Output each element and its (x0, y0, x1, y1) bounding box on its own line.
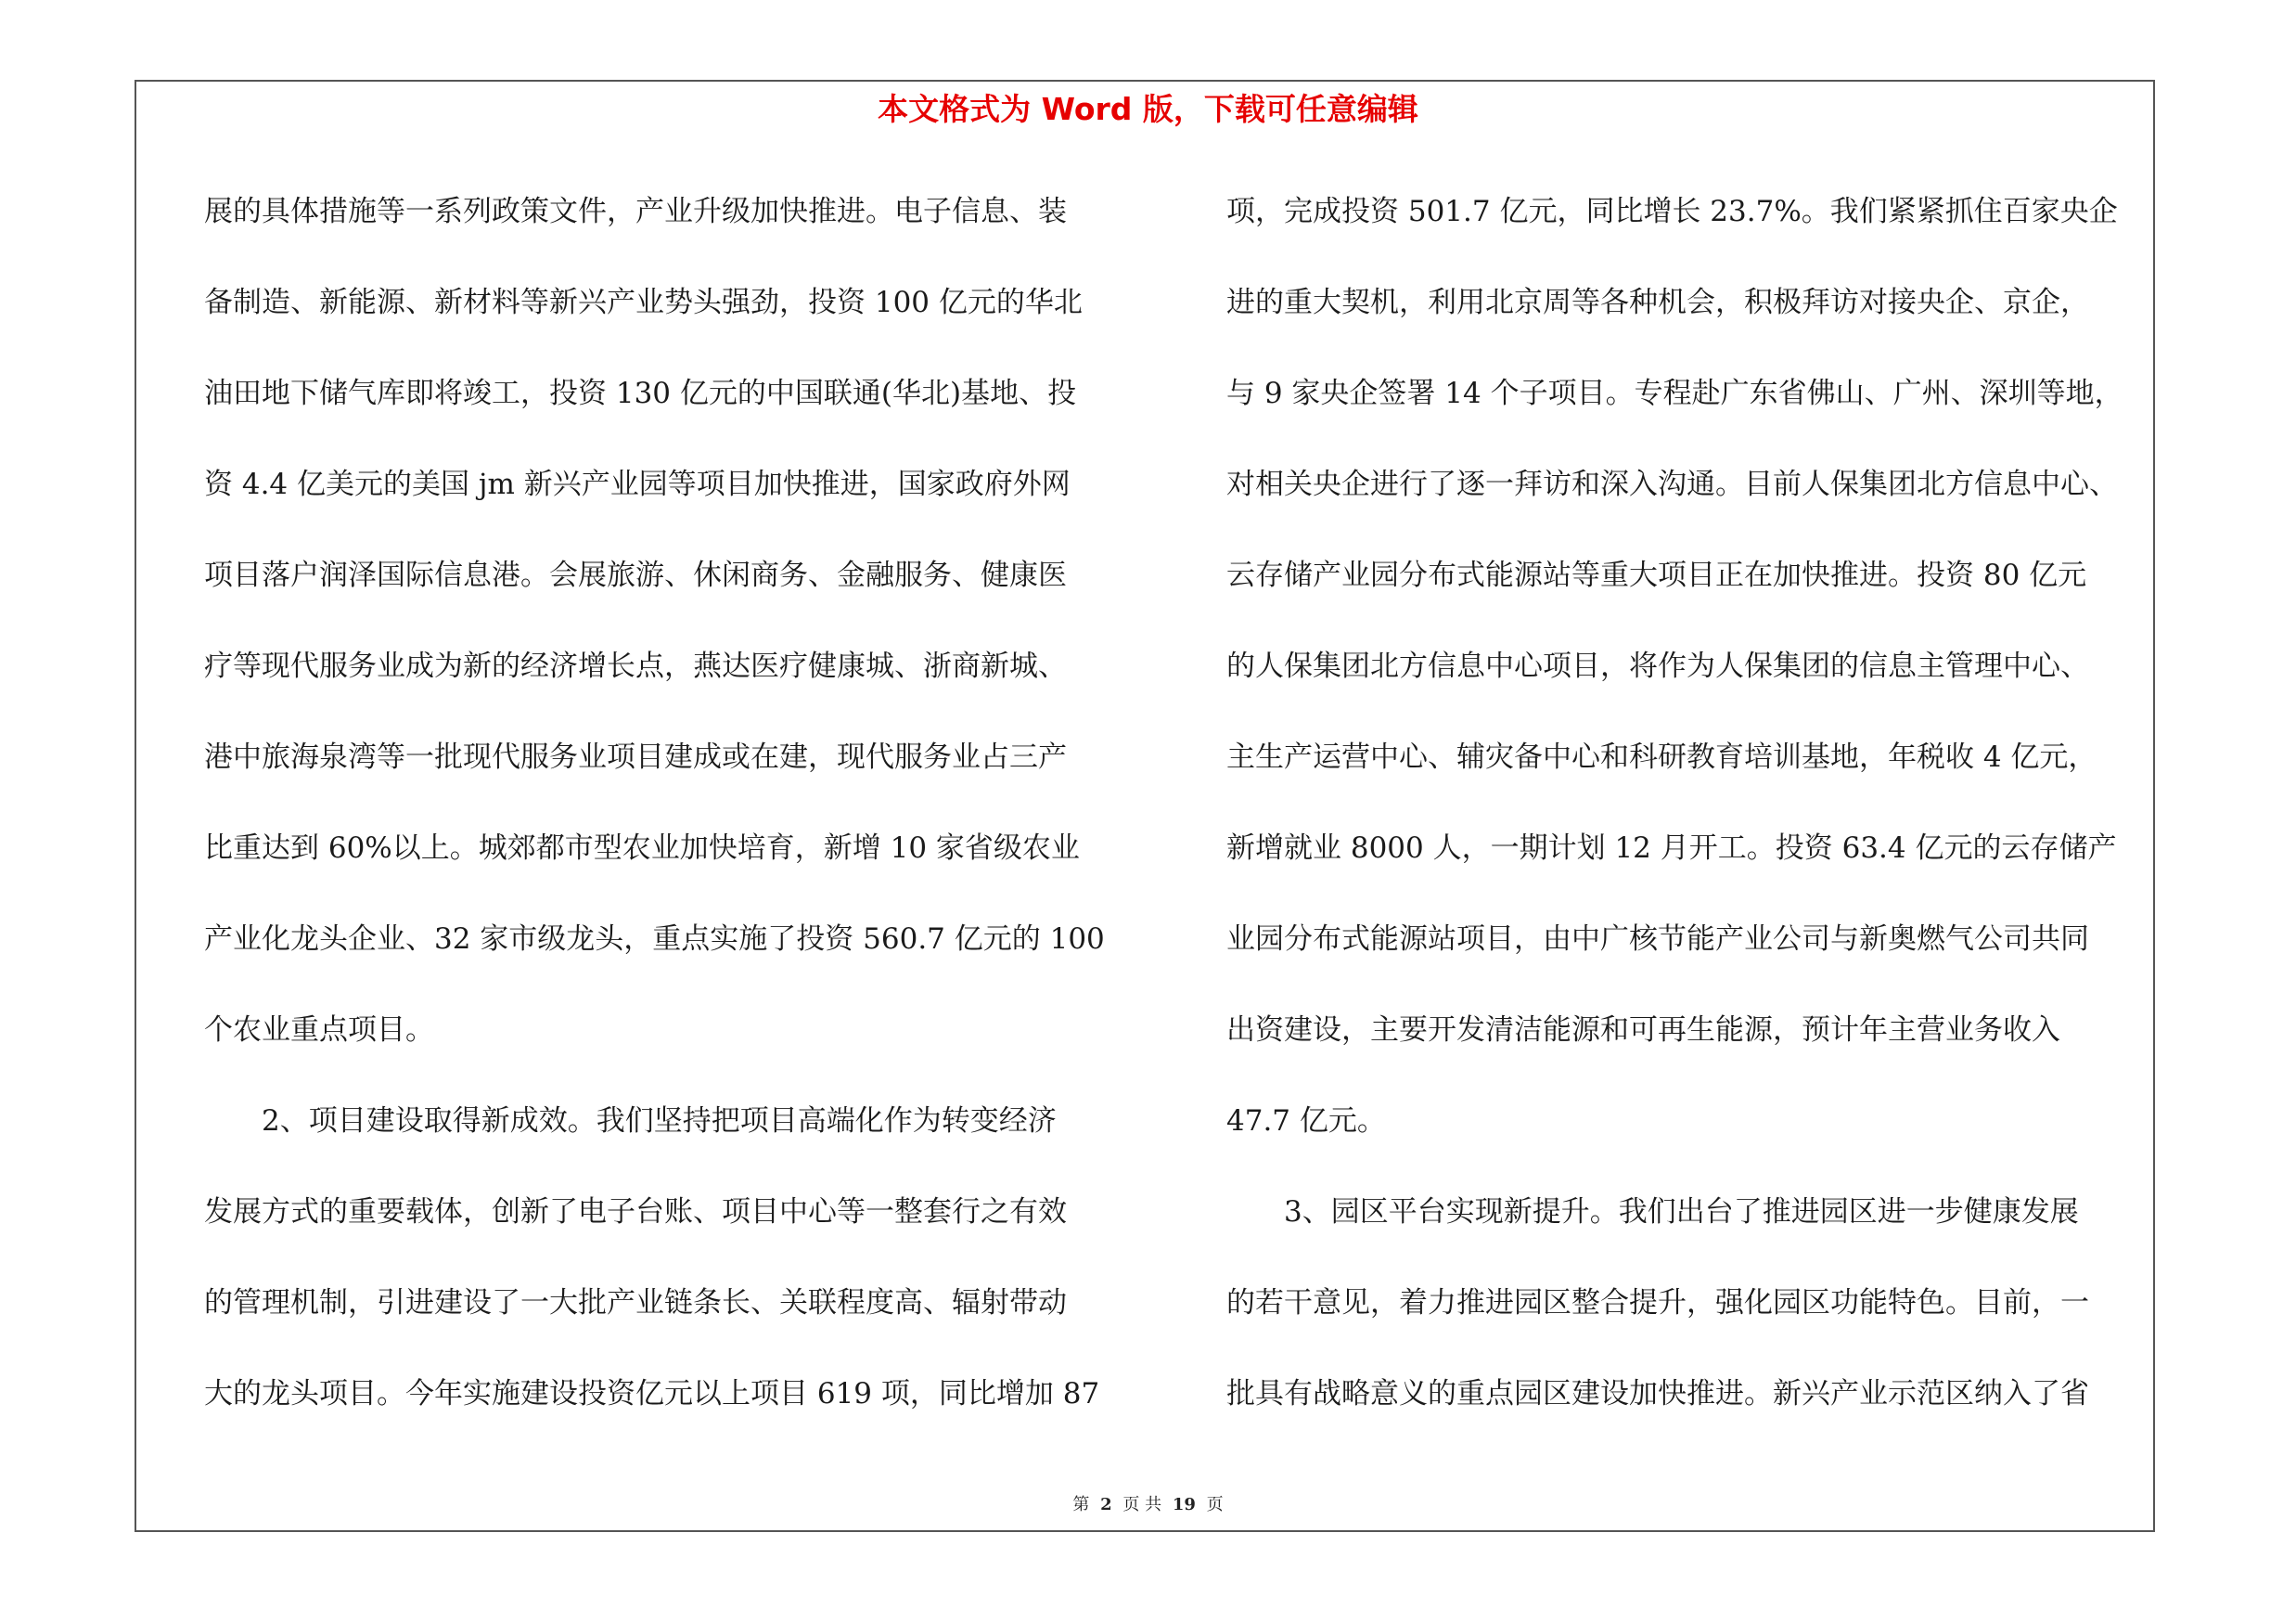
text-line: 比重达到 60%以上。城郊都市型农业加快培育，新增 10 家省级农业 (204, 831, 1080, 865)
paragraph-start-line: 3、园区平台实现新提升。我们出台了推进园区进一步健康发展 (1284, 1195, 2079, 1229)
text-line: 油田地下储气库即将竣工，投资 130 亿元的中国联通(华北)基地、投 (204, 377, 1077, 410)
text-line: 对相关央企进行了逐一拜访和深入沟通。目前人保集团北方信息中心、 (1226, 468, 2118, 501)
page-footer (0, 1494, 2296, 1516)
text-line: 项，完成投资 501.7 亿元，同比增长 23.7%。我们紧紧抓住百家央企 (1226, 195, 2118, 228)
text-line: 项目落户润泽国际信息港。会展旅游、休闲商务、金融服务、健康医 (204, 559, 1067, 592)
text-line: 新增就业 8000 人，一期计划 12 月开工。投资 63.4 亿元的云存储产 (1226, 831, 2117, 865)
text-line: 资 4.4 亿美元的美国 jm 新兴产业园等项目加快推进，国家政府外网 (204, 468, 1071, 501)
text-line: 主生产运营中心、辅灾备中心和科研教育培训基地，年税收 4 亿元， (1226, 741, 2097, 774)
text-line: 云存储产业园分布式能源站等重大项目正在加快推进。投资 80 亿元 (1226, 559, 2087, 592)
paragraph-start-line: 2、项目建设取得新成效。我们坚持把项目高端化作为转变经济 (262, 1104, 1057, 1138)
right-column (1226, 184, 2173, 1457)
text-line: 产业化龙头企业、32 家市级龙头，重点实施了投资 560.7 亿元的 100 (204, 922, 1105, 956)
footer-prefix: 第 (1072, 1495, 1090, 1514)
text-line: 的管理机制，引进建设了一大批产业链条长、关联程度高、辐射带动 (204, 1286, 1067, 1320)
current-page-number: 2 (1100, 1495, 1112, 1514)
text-line: 的人保集团北方信息中心项目，将作为人保集团的信息主管理中心、 (1226, 650, 2089, 683)
footer-suffix: 页 (1206, 1495, 1224, 1514)
text-line: 业园分布式能源站项目，由中广核节能产业公司与新奥燃气公司共同 (1226, 922, 2089, 956)
left-column (204, 184, 1150, 1457)
text-line: 的若干意见，着力推进园区整合提升，强化园区功能特色。目前，一 (1226, 1286, 2089, 1320)
text-line: 个农业重点项目。 (204, 1013, 434, 1047)
format-banner: 本文格式为 Word 版，下载可任意编辑 (878, 91, 1418, 127)
text-line: 批具有战略意义的重点园区建设加快推进。新兴产业示范区纳入了省 (1226, 1377, 2089, 1410)
total-page-count: 19 (1172, 1495, 1196, 1514)
text-line: 与 9 家央企签署 14 个子项目。专程赴广东省佛山、广州、深圳等地， (1226, 377, 2123, 410)
text-line: 疗等现代服务业成为新的经济增长点，燕达医疗健康城、浙商新城、 (204, 650, 1067, 683)
text-line: 进的重大契机，利用北京周等各种机会，积极拜访对接央企、京企， (1226, 286, 2089, 319)
text-line: 备制造、新能源、新材料等新兴产业势头强劲，投资 100 亿元的华北 (204, 286, 1083, 319)
text-line: 港中旅海泉湾等一批现代服务业项目建成或在建，现代服务业占三产 (204, 741, 1067, 774)
text-line: 47.7 亿元。 (1226, 1104, 1386, 1138)
text-line: 发展方式的重要载体，创新了电子台账、项目中心等一整套行之有效 (204, 1195, 1067, 1229)
text-line: 出资建设，主要开发清洁能源和可再生能源，预计年主营业务收入 (1226, 1013, 2060, 1047)
footer-middle: 页 共 (1122, 1495, 1162, 1514)
text-line: 展的具体措施等一系列政策文件，产业升级加快推进。电子信息、装 (204, 195, 1067, 228)
text-line: 大的龙头项目。今年实施建设投资亿元以上项目 619 项，同比增加 87 (204, 1377, 1100, 1410)
